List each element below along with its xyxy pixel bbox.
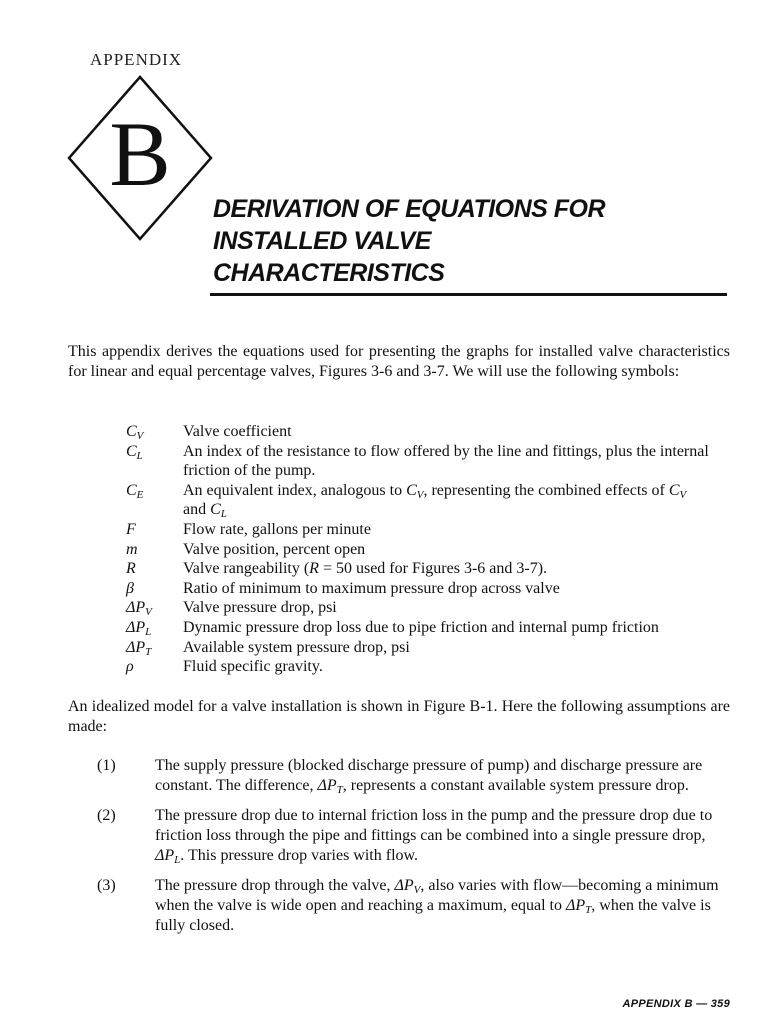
symbol: $C_L$ [126, 442, 143, 462]
assumptions-list [97, 756, 727, 946]
symbol-row [126, 579, 730, 599]
symbol-row [126, 618, 730, 638]
symbol-row [126, 657, 730, 677]
symbols-list [126, 422, 730, 677]
symbol-description: Valve coefficient [183, 423, 292, 440]
appendix-label: APPENDIX [90, 50, 183, 69]
assumption-number: (2) [97, 807, 116, 824]
assumption-text: The pressure drop due to internal friction loss in the pump and the pressure drop due to friction loss through the pipe and fittings can be combined into a single pressure drop, $\Delta P_L$. This pressure drop varies with flow. [155, 807, 713, 866]
symbol-row [126, 559, 730, 579]
symbol-description: Fluid specific gravity. [183, 658, 323, 676]
model-intro-paragraph: An idealized model for a valve installation is shown in Figure B-1. Here the following assumptions are made: [68, 698, 730, 735]
symbol-description: Available system pressure drop, psi [183, 638, 410, 656]
symbol-description: Flow rate, gallons per minute [183, 520, 371, 538]
symbol-description: Dynamic pressure drop loss due to pipe friction and internal pump friction [183, 618, 659, 636]
symbol: F [126, 520, 136, 538]
page-footer: APPENDIX B — 359 [622, 998, 730, 1010]
chapter-title [213, 193, 733, 289]
symbol: ρ [126, 658, 134, 676]
assumption-item [97, 876, 727, 936]
symbol-description: Valve position, percent open [183, 540, 366, 558]
symbol-row [126, 481, 730, 520]
assumption-text: The pressure drop through the valve, $\Delta P_V$, also varies with flow—becoming a minimum when the valve is wide open and reaching a maximum, equal to $\Delta P_T$, when the valve is fully closed. [155, 877, 719, 934]
symbol-row [126, 598, 730, 618]
title-line-1: DERIVATION OF EQUATIONS FOR [213, 195, 606, 223]
title-line-2: INSTALLED VALVE [213, 227, 431, 255]
symbol: $C_E$ [126, 481, 144, 501]
appendix-letter: B [109, 103, 171, 205]
symbol-row [126, 520, 730, 540]
symbol: $\Delta P_L$ [126, 618, 152, 638]
intro-paragraph: This appendix derives the equations used for presenting the graphs for installed valve characteristics for linear and equal percentage valves, Figures 3-6 and 3-7. We will use the following symbols: [68, 343, 730, 380]
symbol: $\Delta P_T$ [126, 638, 152, 658]
symbol: $\Delta P_V$ [126, 599, 152, 619]
symbol-row [126, 422, 730, 442]
symbol-description: An index of the resistance to flow offered by the line and fittings, plus the internal friction of the pump. [183, 442, 709, 480]
assumption-item [97, 806, 727, 866]
symbol: $C_V$ [126, 423, 144, 442]
symbol-row [126, 442, 730, 481]
symbol-description: An equivalent index, analogous to $C_V$, representing the combined effects of $C_V$ and $C_L$ [183, 481, 687, 521]
symbol: m [126, 540, 138, 558]
symbol-row [126, 638, 730, 658]
symbol: β [126, 579, 134, 597]
title-line-3: CHARACTERISTICS [213, 259, 445, 287]
assumption-number: (3) [97, 877, 116, 894]
title-underline [210, 293, 727, 296]
symbol-description: Ratio of minimum to maximum pressure drop across valve [183, 579, 560, 597]
symbol-description: Valve rangeability (R = 50 used for Figures 3-6 and 3-7). [183, 560, 548, 578]
assumption-text: The supply pressure (blocked discharge pressure of pump) and discharge pressure are constant. The difference, $\Delta P_T$, represents a constant available system pressure drop. [155, 757, 703, 796]
symbol-description: Valve pressure drop, psi [183, 599, 337, 617]
appendix-diamond-emblem [66, 74, 214, 242]
symbol: R [126, 560, 136, 578]
symbol-row [126, 540, 730, 560]
assumption-number: (1) [97, 757, 116, 774]
assumption-item [97, 756, 727, 796]
